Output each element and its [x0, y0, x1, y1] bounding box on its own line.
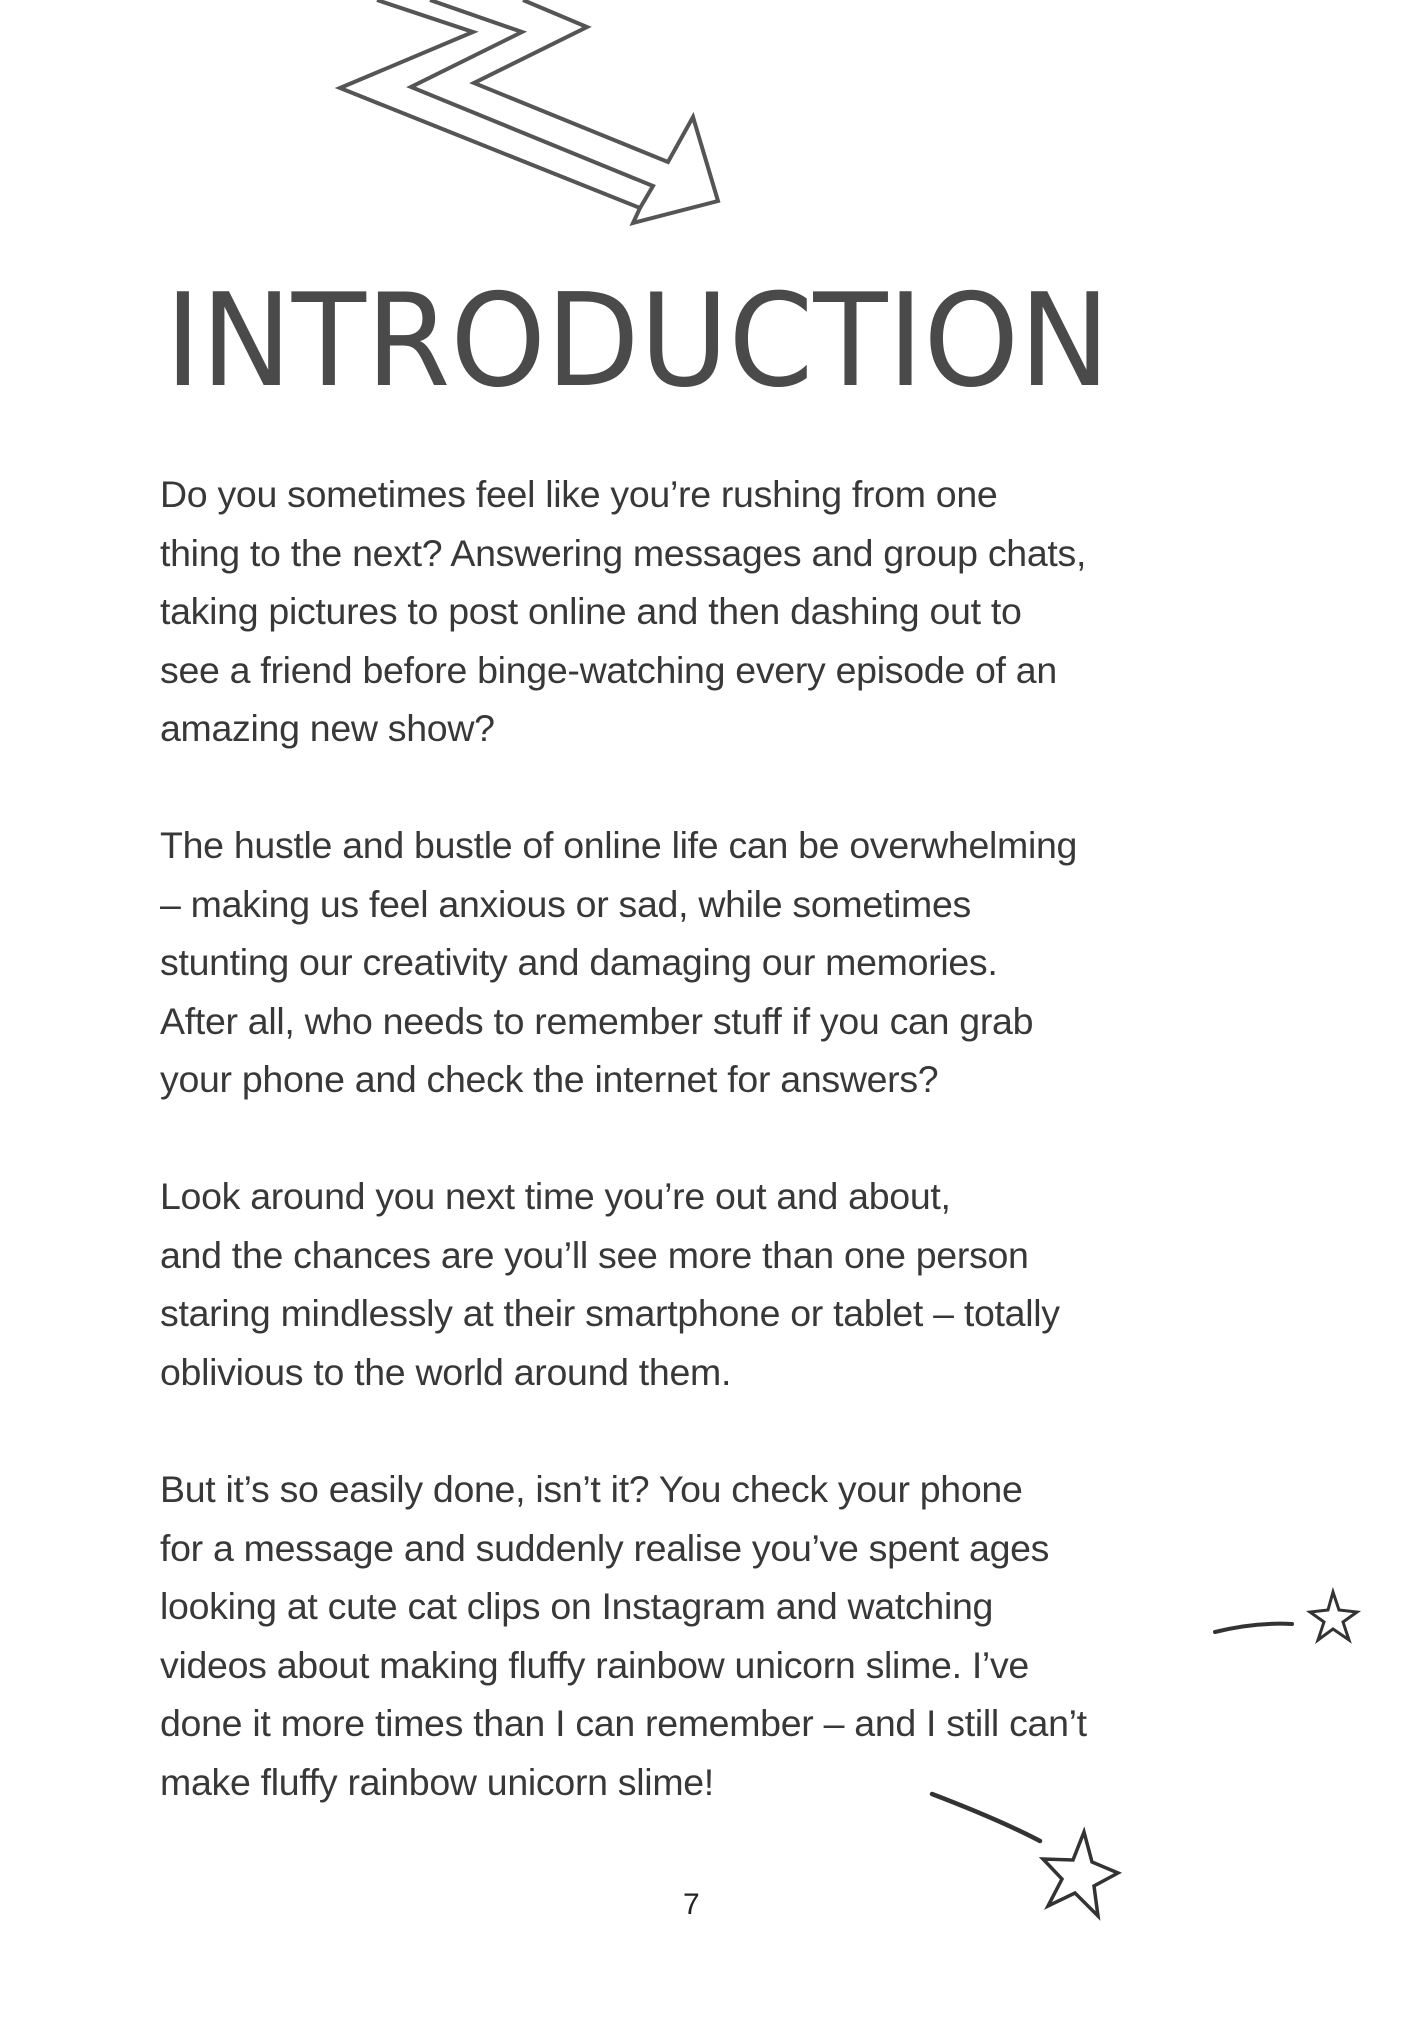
shooting-star-icon — [932, 1794, 1118, 1916]
text-line: videos about making fluffy rainbow unicorn slime. I’ve — [160, 1643, 1029, 1686]
text-line: see a friend before binge-watching every episode of an — [160, 648, 1057, 691]
text-line: oblivious to the world around them. — [160, 1350, 732, 1393]
text-line: taking pictures to post online and then dashing out to — [160, 590, 1022, 632]
text-line: done it more times than I can remember – and I still can’t — [160, 1702, 1087, 1744]
text-line: make fluffy rainbow unicorn slime! — [160, 1760, 714, 1803]
text-line: After all, who needs to remember stuff if you can grab — [160, 999, 1034, 1042]
page-number: 7 — [683, 1888, 700, 1921]
text-line: But it’s so easily done, isn’t it? You check your phone — [160, 1468, 1023, 1510]
text-line: your phone and check the internet for answers? — [160, 1058, 939, 1100]
paragraph-4 — [160, 1460, 1087, 1811]
paragraph-3 — [160, 1167, 1060, 1401]
text-line: The hustle and bustle of online life can be overwhelming — [160, 824, 1078, 866]
paragraph-1 — [160, 465, 1086, 758]
text-line: Look around you next time you’re out and about, — [160, 1175, 951, 1217]
page-title — [165, 270, 1125, 400]
text-line: looking at cute cat clips on Instagram and watching — [160, 1585, 994, 1627]
text-line: Do you sometimes feel like you’re rushing from one — [160, 473, 998, 515]
text-line: thing to the next? Answering messages and group chats, — [160, 531, 1087, 574]
text-line: for a message and suddenly realise you’ve spent ages — [160, 1526, 1050, 1569]
paragraph-2 — [160, 816, 1077, 1109]
text-line: amazing new show? — [160, 707, 495, 749]
shooting-star-icon — [1215, 1592, 1357, 1640]
text-line: – making us feel anxious or sad, while sometimes — [160, 882, 971, 925]
page-title-text: INTRODUCTION — [165, 270, 1110, 400]
text-line: stunting our creativity and damaging our memories. — [160, 941, 998, 983]
zigzag-arrow-icon — [340, 0, 718, 223]
text-line: and the chances are you’ll see more than one person — [160, 1233, 1029, 1276]
text-line: staring mindlessly at their smartphone or tablet – totally — [160, 1292, 1060, 1334]
